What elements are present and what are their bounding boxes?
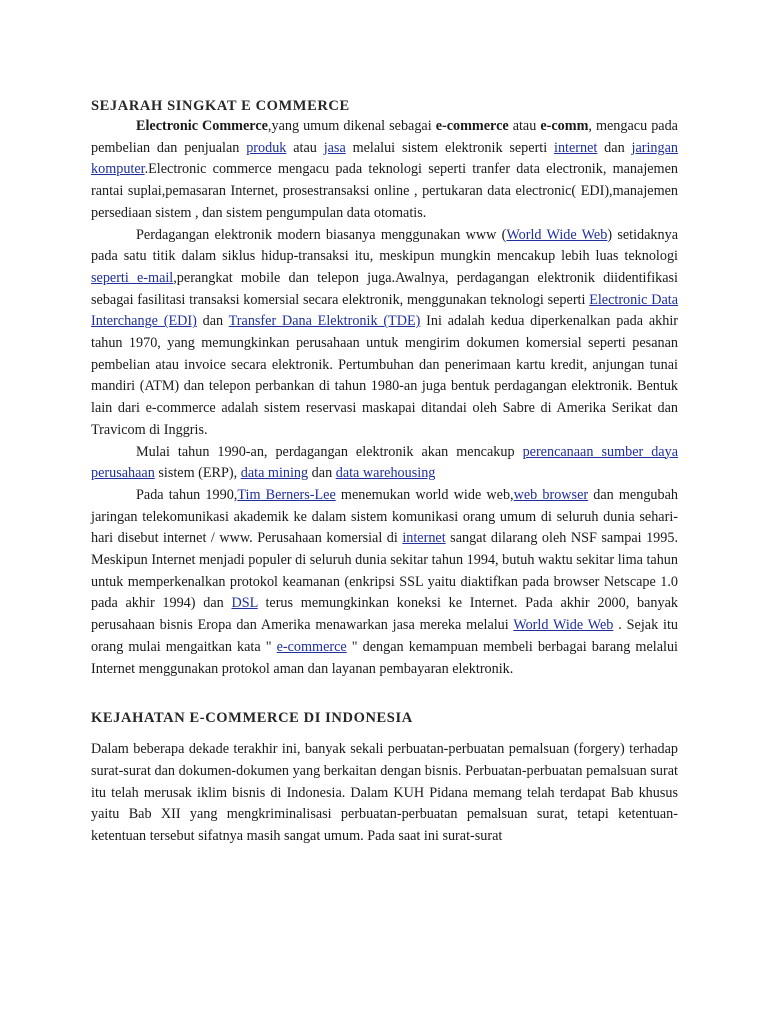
text-run: ) setidaknya pada satu titik dalam siklus hidup-transaksi itu, meskipun mungkin mencakup lebih luas teknologi <box>91 226 678 265</box>
text-run: . Sejak itu orang mulai mengaitkan kata " <box>91 617 678 655</box>
text-run: ,perangkat mobile dan telepon juga.Awalnya, perdagangan elektronik diidentifikasi sebagai fasilitasi transaksi komersial secara elektronik, menggunakan teknologi seperti <box>91 269 678 308</box>
text-run: .Electronic commerce mengacu pada teknologi seperti tranfer data electronik, manajemen rantai suplai,pemasaran Internet, prosestransaksi online , pertukaran data electronic( EDI),manajemen persediaan sistem , dan sistem pengumpulan data otomatis. <box>91 161 678 221</box>
hyperlink[interactable]: internet <box>554 139 598 156</box>
bold-term: e-comm <box>540 118 589 134</box>
text-run: sangat dilarang oleh NSF sampai 1995. Meskipun Internet menjadi populer di seluruh dunia sekitar tahun 1994, butuh waktu sekitar lima tahun untuk memperkenalkan protokol keamanan (enkripsi SSL yaitu diaktifkan pada browser Netscape 1.0 pada akhir 1994) dan <box>91 530 679 612</box>
text-run: , mengacu pada pembelian dan penjualan <box>91 118 678 156</box>
text-run: Dalam beberapa dekade terakhir ini, banyak sekali perbuatan-perbuatan pemalsuan (forgery) terhadap surat-surat dan dokumen-dokumen yang berkaitan dengan bisnis. Perbuatan-perbuatan pemalsuan surat itu telah merusak iklim bisnis di Indonesia. Dalam KUH Pidana memang telah terdapat Bab khusus yaitu Bab XII yang mengkriminalisasi perbuatan-perbuatan pemalsuan surat, tetapi ketentuan-ketentuan tersebut sifatnya masih sangat umum. Pada saat ini surat-surat <box>91 741 678 845</box>
text-run: atau <box>508 118 541 134</box>
section-heading-kejahatan: KEJAHATAN E-COMMERCE DI INDONESIA <box>91 710 413 727</box>
section-heading-sejarah: SEJARAH SINGKAT E COMMERCE <box>91 98 350 114</box>
text-run: dan <box>308 465 336 482</box>
hyperlink[interactable]: data mining <box>240 465 309 482</box>
text-run: menemukan world wide web, <box>335 486 514 503</box>
paragraph-1 <box>91 116 678 225</box>
text-run: sistem (ERP), <box>154 465 241 482</box>
hyperlink[interactable]: jaringan komputer <box>91 139 678 178</box>
hyperlink[interactable]: e-commerce <box>276 638 347 655</box>
paragraph-2 <box>91 225 678 442</box>
text-run: Ini adalah kedua diperkenalkan pada akhir tahun 1970, yang memungkinkan perusahaan untuk mengirim dokumen komersial seperti pesanan pembelian atau invoice secara elektronik. Pertumbuhan dan penerimaan kartu kredit, anjungan tunai mandiri (ATM) dan telepon perbankan di tahun 1980-an juga bentuk perdagangan elektronik. Bentuk lain dari e-commerce adalah sistem reservasi maskapai ditandai oleh Sabre di Amerika Serikat dan Travicom di Inggris. <box>91 313 679 438</box>
text-run: Perdagangan elektronik modern biasanya menggunakan www ( <box>136 226 507 243</box>
text-run: dan <box>196 313 229 330</box>
hyperlink[interactable]: internet <box>402 530 446 547</box>
hyperlink[interactable]: seperti e-mail <box>91 269 174 286</box>
text-run: terus memungkinkan koneksi ke Internet. Pada akhir 2000, banyak perusahaan bisnis Eropa dan Amerika menawarkan jasa mereka melalui <box>91 595 678 634</box>
hyperlink[interactable]: web browser <box>513 486 589 503</box>
text-run: Pada tahun 1990, <box>136 486 238 503</box>
paragraph-4 <box>91 485 678 680</box>
paragraph-3 <box>91 442 678 485</box>
text-run: dan <box>597 139 632 156</box>
hyperlink[interactable]: DSL <box>231 595 258 612</box>
hyperlink[interactable]: jasa <box>323 139 346 156</box>
hyperlink[interactable]: Electronic Data Interchange (EDI) <box>91 291 679 330</box>
text-run: Mulai tahun 1990-an, perdagangan elektronik akan mencakup <box>136 443 523 460</box>
hyperlink[interactable]: World Wide Web <box>506 226 608 243</box>
hyperlink[interactable]: Transfer Dana Elektronik (TDE) <box>228 313 421 330</box>
paragraph-5 <box>91 739 678 848</box>
bold-term: Electronic Commerce <box>136 118 268 134</box>
text-run: " dengan kemampuan membeli berbagai barang melalui Internet menggunakan protokol aman dan layanan pembayaran elektronik. <box>91 638 678 677</box>
text-run: ,yang umum dikenal sebagai <box>267 118 436 134</box>
bold-term: e-commerce <box>435 118 509 134</box>
hyperlink[interactable]: World Wide Web <box>513 617 614 634</box>
text-run: atau <box>286 139 324 156</box>
hyperlink[interactable]: Tim Berners-Lee <box>237 486 336 503</box>
text-run: dan mengubah jaringan telekomunikasi akademik ke dalam sistem komunikasi orang umum di seluruh dunia sehari-hari disebut internet / www. Perusahaan komersial di <box>91 486 678 547</box>
text-run: melalui sistem elektronik seperti <box>345 139 555 156</box>
hyperlink[interactable]: perencanaan sumber daya perusahaan <box>91 443 678 482</box>
hyperlink[interactable]: produk <box>246 139 287 156</box>
hyperlink[interactable]: data warehousing <box>335 465 436 482</box>
